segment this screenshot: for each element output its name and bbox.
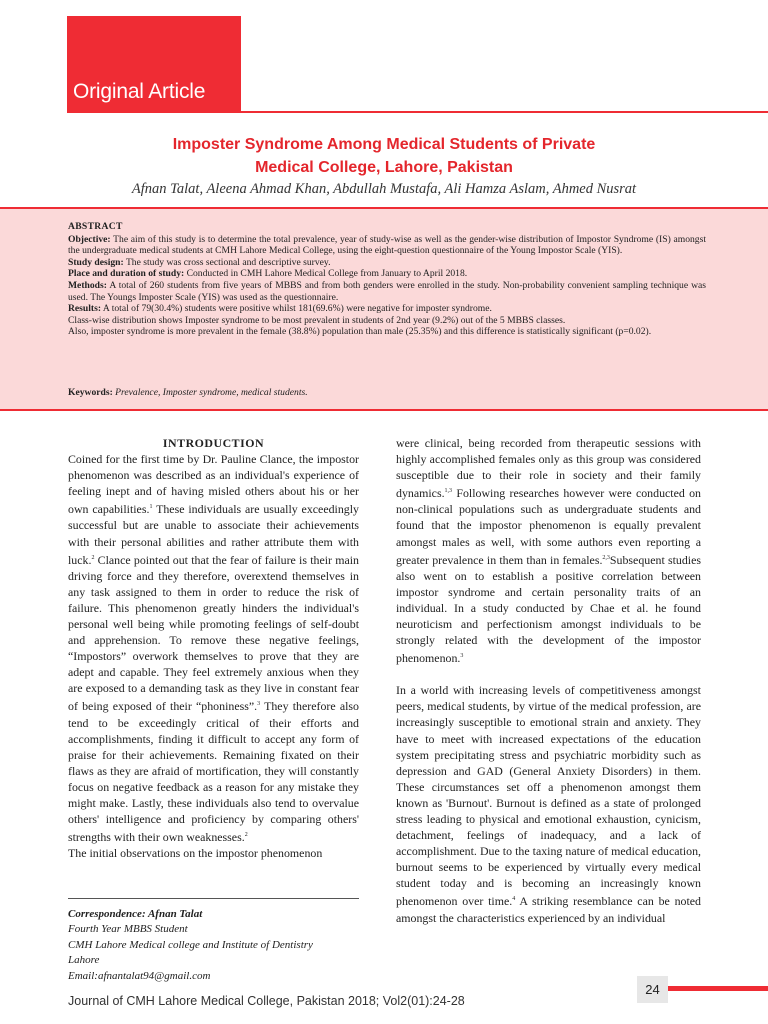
author-list: Afnan Talat, Aleena Ahmad Khan, Abdullah Mustafa, Ali Hamza Aslam, Ahmed Nusrat bbox=[131, 181, 637, 197]
article-type-label: Original Article bbox=[73, 80, 206, 103]
abstract-box bbox=[0, 207, 768, 411]
abstract-results-classwise: Class-wise distribution shows Imposter syndrome to be most prevalent in students of 2nd year (9.2%) out of the 5 MBBS classes. bbox=[68, 314, 566, 326]
abstract-heading: ABSTRACT bbox=[68, 221, 123, 232]
introduction-heading: INTRODUCTION bbox=[162, 436, 265, 450]
abstract-body bbox=[68, 221, 706, 338]
abstract-results-gender: Also, imposter syndrome is more prevalent in the female (38.8%) population than male (25.35%) and this difference is statistically significant (p=0.02). bbox=[68, 326, 652, 338]
introduction-paragraph-1: Coined for the first time by Dr. Pauline Clance, the impostor phenomenon was described as an individual's experience of feeling inept and of having misled others about his or her own capabilities.$^1$ These individuals are usually exceedingly successful but are unable to associate their achievements with their personal abilities and rather attribute them with luck.$^2$ Clance pointed out that the fear of failure is their main driving force and they therefore, overextend themselves in any task assigned to them in order to reduce the risk of failure. This phenomenon greatly hinders the individual's personal well being while promoting feelings of self-doubt and apprehension. To remove these negative feelings, “Impostors” overwork themselves to prove that they are adept and capable. They feel extremely anxious when they are exposed to a demanding task as they live in constant fear of being exposed of their “phoniness”.$^3$ They therefore also tend to be exceedingly critical of their efforts and accomplishments, finding it difficult to accept any form of praise for their achievements. Remaining fixated on their flaws as they are afraid of mortification, they will constantly focus on negative feedback as a reason for any mistake they might make. Lastly, these individuals also tend to overvalue others' intelligence and proficiency by comparing others' strengths with their own weaknesses.$^2$ bbox=[68, 452, 360, 845]
article-type-banner bbox=[67, 16, 241, 112]
abstract-results: Results: A total of 79(30.4%) students were positive whilst 181(69.6%) were negative for imposter syndrome. bbox=[68, 303, 492, 315]
introduction-paragraph-2: The initial observations on the impostor phenomenon bbox=[68, 846, 323, 861]
abstract-keywords: Keywords: Prevalence, Imposter syndrome, medical students. bbox=[68, 387, 308, 398]
correspondence-institution: CMH Lahore Medical college and Institute of Dentistry bbox=[68, 938, 313, 951]
correspondence-city: Lahore bbox=[68, 954, 100, 967]
correspondence-role: Fourth Year MBBS Student bbox=[68, 923, 188, 936]
page-number: 24 bbox=[637, 976, 668, 1003]
introduction-paragraph-3: In a world with increasing levels of competitiveness amongst peers, medical students, by virtue of the medical profession, are increasingly susceptible to emotional strain and anxiety. They have to meet with increased expectations of the education system precipitating stress and psychiatric morbidity such as depression and GAD (General Anxiety Disorders) in them. These circumstances set off a phenomenon amongst them known as 'Burnout'. Burnout is defined as a state of prolonged stress leading to physical and emotional exhaustion, cynicism, detachment, feelings of inadequacy, and a lack of accomplishment. Due to the taxing nature of medical education, burnout seems to be experienced by virtually every medical student today and is becoming an increasingly known phenomenon over time.$^4$ A striking resemblance can be noted amongst the characteristics experienced by an individual bbox=[396, 683, 701, 925]
journal-citation: Journal of CMH Lahore Medical College, Pakistan 2018; Vol2(01):24-28 bbox=[68, 994, 465, 1008]
correspondence-divider bbox=[68, 898, 359, 899]
abstract-objective: Objective: The aim of this study is to determine the total prevalence, year of study-wise as well as the gender-wise distribution of Impostor Syndrome (IS) amongst the undergraduate medical students at CMH Lahore Medical College, using the eight-question questionnaire of the Young Impostor Scale (YIS). bbox=[68, 233, 706, 257]
footer-accent-bar bbox=[668, 986, 768, 991]
correspondence-heading: Correspondence: Afnan Talat bbox=[68, 908, 203, 920]
header-divider bbox=[67, 111, 768, 113]
correspondence-block bbox=[68, 907, 363, 984]
article-title-line-1: Imposter Syndrome Among Medical Students of Private bbox=[172, 136, 596, 153]
article-title-line-2: Medical College, Lahore, Pakistan bbox=[255, 159, 513, 176]
abstract-methods: Methods: A total of 260 students from five years of MBBS and from both genders were enrolled in the study. Non-probability convenient sampling technique was used. The Youngs Imposter Scale (YIS) was used as the questionnaire. bbox=[68, 279, 706, 303]
abstract-place: Place and duration of study: Conducted in CMH Lahore Medical College from January to April 2018. bbox=[68, 268, 468, 280]
body-column-right bbox=[396, 435, 701, 926]
correspondence-email[interactable]: Email:afnantalat94@gmail.com bbox=[68, 969, 211, 982]
article-title bbox=[0, 133, 768, 179]
abstract-study-design: Study design: The study was cross sectional and descriptive survey. bbox=[68, 256, 331, 268]
body-column-left bbox=[68, 435, 359, 861]
introduction-paragraph-2-cont: were clinical, being recorded from therapeutic sessions with highly accomplished females only as this group was considered susceptible due to their role in society and their family dynamics.$^{1,3}$ Following researches however were conducted on non-clinical populations such as undergraduate students and found that the impostor phenomenon is equally prevalent amongst males as well, with some authors even reporting a greater prevalence in them than in females.$^{2,3}$Subsequent studies also went on to establish a positive correlation between impostor syndrome and certain personality traits of an individual. In a study conducted by Chae et al. he found neuroticism and perfectionism amongst individuals to be strongly related with the development of the impostor phenomenon.$^3$ bbox=[396, 436, 701, 666]
